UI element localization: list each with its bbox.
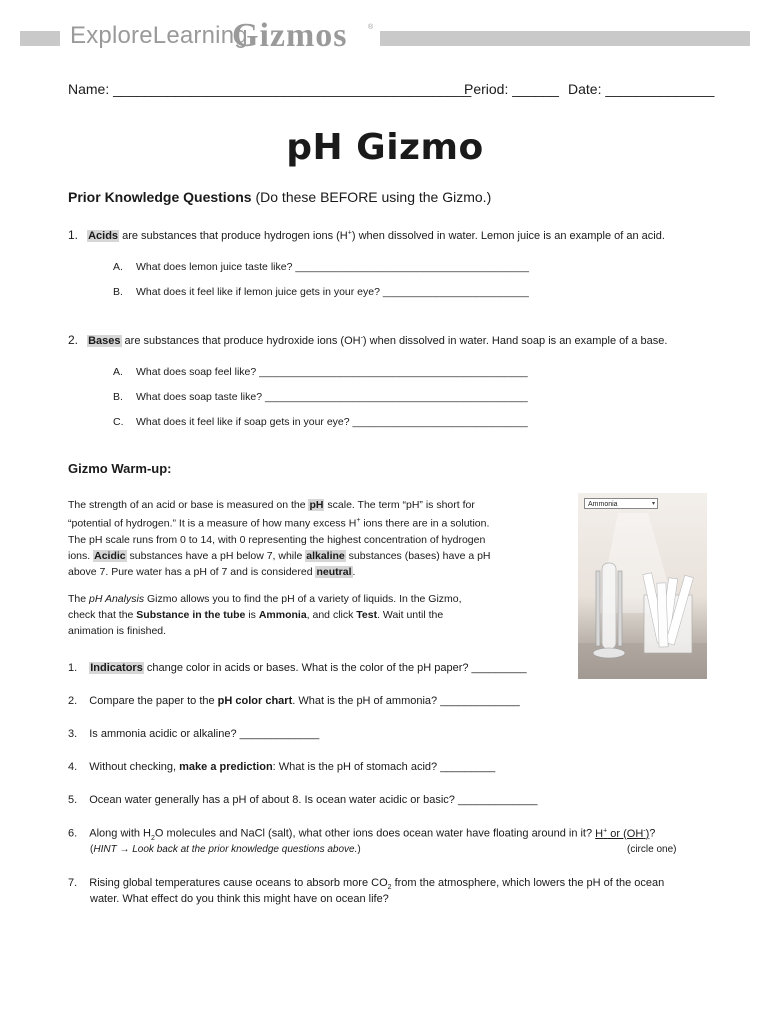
warmup-heading: Gizmo Warm-up: (68, 461, 172, 476)
text: Rising global temperatures cause oceans to absorb more CO (89, 877, 388, 889)
sub-letter: B. (113, 286, 123, 298)
logo-learning: Learning (152, 22, 248, 49)
answer-line[interactable]: . What is the pH of ammonia? _____________ (292, 695, 520, 707)
q2-sup: - (360, 334, 363, 342)
term-indicators: Indicators (90, 662, 143, 674)
sub-letter: A. (113, 366, 123, 378)
text: O molecules and NaCl (salt), what other ions does ocean water have floating around in it? (154, 827, 596, 840)
text: . (352, 565, 356, 578)
sup: + (603, 827, 608, 834)
para-line (68, 513, 491, 532)
gizmo-name: pH Analysis (89, 593, 145, 605)
sub-letter: B. (113, 391, 123, 403)
q7-line-2: water. What effect do you think this might have on ocean life? (90, 893, 389, 905)
question-number: 3. (68, 728, 78, 740)
warmup-paragraph-2 (68, 591, 462, 639)
answer-line[interactable]: Is ammonia acidic or alkaline? _____________ (89, 728, 320, 740)
warmup-question-6 (68, 827, 655, 842)
question-number: 2. (68, 333, 79, 347)
warmup-question-4 (68, 761, 495, 773)
answer-line[interactable]: What does it feel like if soap gets in your eye? ______________________________ (136, 416, 528, 428)
para-line (68, 497, 491, 513)
term-neutral: neutral (316, 565, 352, 578)
question-number: 7. (68, 877, 78, 889)
question-number: 2. (68, 695, 78, 707)
question-number: 1. (68, 662, 78, 674)
warmup-question-7 (68, 877, 664, 891)
text: Compare the paper to the (89, 695, 218, 707)
bold-text: pH color chart (217, 695, 293, 707)
answer-line[interactable]: change color in acids or bases. What is the color of the pH paper? _________ (143, 662, 527, 674)
prior-question-2 (68, 333, 667, 347)
name-field[interactable]: Name: ______________________________________________ (68, 81, 472, 97)
answer-line[interactable]: Ocean water generally has a pH of about 8. Is ocean water acidic or basic? _____________ (89, 794, 538, 806)
date-field[interactable]: Date: ______________ (568, 81, 715, 97)
answer-line[interactable]: What does soap feel like? ______________________________________________ (136, 366, 528, 378)
text: The (68, 593, 90, 605)
para-line: animation is finished. (68, 625, 167, 637)
text: scale. The term “pH” is short for (324, 499, 475, 511)
subscript: 2 (151, 834, 155, 842)
text: . Wait until the (377, 609, 444, 621)
hint-text: HINT → Look back at the prior knowledge questions above. (93, 844, 358, 855)
q6-hint (90, 844, 361, 855)
bold-text: Test (356, 609, 378, 621)
header-bar-left (20, 31, 60, 46)
bold-text: Substance in the tube (136, 609, 246, 621)
bold-text: Ammonia (258, 609, 307, 621)
page-title: pH Gizmo (286, 127, 484, 168)
term-ph: pH (309, 499, 324, 511)
page-header (0, 17, 770, 58)
warmup-question-1 (68, 662, 527, 674)
sub-letter: A. (113, 261, 123, 273)
oh-ion[interactable]: or (OH (607, 827, 644, 840)
tube-illustration (578, 493, 707, 679)
answer-line[interactable]: : What is the pH of stomach acid? _________ (272, 761, 496, 773)
term-alkaline: alkaline (306, 549, 345, 562)
question-number: 1. (68, 228, 79, 242)
header-bar-right (380, 31, 750, 46)
text: ( (90, 844, 94, 855)
q2-text-b: ) when dissolved in water. Hand soap is an example of a base. (362, 335, 668, 347)
text: above 7. Pure water has a pH of 7 and is considered (68, 565, 316, 578)
text: is (245, 609, 259, 621)
logo-explore: Explore (70, 22, 153, 49)
q1-sup: + (347, 229, 352, 237)
text: substances (bases) have a pH (345, 549, 491, 562)
question-number: 6. (68, 827, 78, 840)
term-acids: Acids (88, 230, 119, 242)
h-ion[interactable]: H (595, 827, 604, 840)
prior-question-1 (68, 228, 665, 242)
text: Gizmo allows you to find the pH of a variety of liquids. In the Gizmo, (144, 593, 462, 605)
prior-knowledge-heading (68, 189, 491, 205)
logo-gizmos: Gizmos (232, 17, 348, 54)
text: Without checking, (89, 761, 180, 773)
text: ) (645, 827, 650, 840)
para-line (68, 591, 462, 607)
para-line (68, 548, 491, 564)
text: Along with H (89, 827, 152, 840)
logo-text (70, 22, 248, 50)
circle-one-note: (circle one) (627, 844, 677, 855)
bold-text: make a prediction (179, 761, 273, 773)
para-line (68, 564, 491, 580)
sub-letter: C. (113, 416, 124, 428)
text: The strength of an acid or base is measured on the (68, 499, 309, 511)
para-line: The pH scale runs from 0 to 14, with 0 representing the highest concentration of hydrogen (68, 533, 486, 546)
term-acidic: Acidic (94, 549, 126, 562)
text: ) (357, 844, 361, 855)
text: check that the (68, 609, 137, 621)
warmup-question-5 (68, 794, 537, 806)
warmup-question-2 (68, 695, 520, 707)
answer-line[interactable]: What does lemon juice taste like? ________________________________________ (136, 261, 529, 273)
text: ions. (68, 549, 94, 562)
question-number: 5. (68, 794, 78, 806)
answer-line[interactable]: What does soap taste like? _____________________________________________ (136, 391, 528, 403)
q1-text-a: are substances that produce hydrogen ions (H (119, 230, 348, 242)
chevron-down-icon: ▾ (651, 501, 655, 507)
sup: + (356, 517, 361, 524)
period-field[interactable]: Period: ______ (464, 81, 559, 97)
q1-text-b: ) when dissolved in water. Lemon juice is an example of an acid. (351, 230, 665, 242)
sup: - (643, 827, 646, 834)
prior-heading-text: Prior Knowledge Questions (68, 189, 252, 205)
warmup-paragraph-1 (68, 497, 491, 580)
text: “potential of hydrogen.” It is a measure of how many excess H (68, 517, 357, 530)
para-line (68, 607, 462, 623)
subscript: 2 (387, 884, 392, 892)
term-bases: Bases (88, 335, 121, 347)
text: , and click (306, 609, 357, 621)
prior-heading-note: (Do these BEFORE using the Gizmo.) (255, 189, 492, 205)
q2-text-a: are substances that produce hydroxide ions (OH (121, 335, 361, 347)
logo-trademark: ® (368, 24, 374, 31)
text: substances have a pH below 7, while (126, 549, 306, 562)
question-number: 4. (68, 761, 78, 773)
text: from the atmosphere, which lowers the pH of the ocean (391, 877, 665, 889)
ion-choices[interactable] (595, 828, 649, 840)
warmup-question-3 (68, 728, 319, 740)
text: ? (649, 827, 656, 840)
gizmo-screenshot (578, 493, 707, 679)
text: ions there are in a solution. (360, 517, 490, 530)
answer-line[interactable]: What does it feel like if lemon juice gets in your eye? _________________________ (136, 286, 529, 298)
dropdown-value: Ammonia (588, 501, 618, 508)
